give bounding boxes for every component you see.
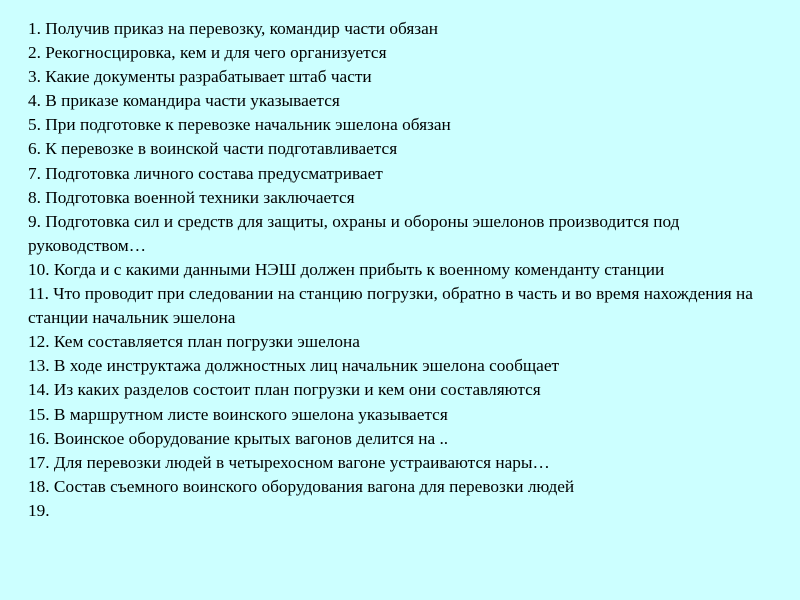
list-item-4: 4. В приказе командира части указывается: [28, 91, 340, 111]
list-item-2: 2. Рекогносцировка, кем и для чего организуется: [28, 43, 387, 63]
list-item-19: 19.: [28, 500, 50, 520]
list-item-16: 16. Воинское оборудование крытых вагонов делится на ..: [28, 428, 449, 448]
list-item-1: 1. Получив приказ на перевозку, командир части обязан: [28, 19, 439, 38]
list-item-18: 18. Состав съемного воинского оборудования вагона для перевозки людей: [28, 476, 575, 496]
list-item-10: 10. Когда и с какими данными НЭШ должен прибыть к военному коменданту станции: [28, 259, 665, 279]
list-item-11: 11. Что проводит при следовании на станцию погрузки, обратно в часть и во время нахождения на станции начальник эшелона: [28, 284, 753, 328]
list-item-14: 14. Из каких разделов состоит план погрузки и кем они составляются: [28, 380, 541, 400]
list-item-7: 7. Подготовка личного состава предусматривает: [28, 163, 383, 183]
question-list: [28, 17, 768, 523]
list-item-12: 12. Кем составляется план погрузки эшелона: [28, 332, 360, 352]
list-item-3: 3. Какие документы разрабатывает штаб части: [28, 67, 372, 87]
list-item-5: 5. При подготовке к перевозке начальник эшелона обязан: [28, 115, 451, 135]
list-item-9: 9. Подготовка сил и средств для защиты, охраны и обороны эшелонов производится под руководством…: [28, 211, 680, 255]
list-item-8: 8. Подготовка военной техники заключается: [28, 187, 355, 207]
list-item-17: 17. Для перевозки людей в четырехосном вагоне устраиваются нары…: [28, 452, 550, 472]
list-item-15: 15. В маршрутном листе воинского эшелона указывается: [28, 404, 448, 424]
list-item-13: 13. В ходе инструктажа должностных лиц начальник эшелона сообщает: [28, 356, 560, 376]
list-item-6: 6. К перевозке в воинской части подготавливается: [28, 139, 398, 159]
